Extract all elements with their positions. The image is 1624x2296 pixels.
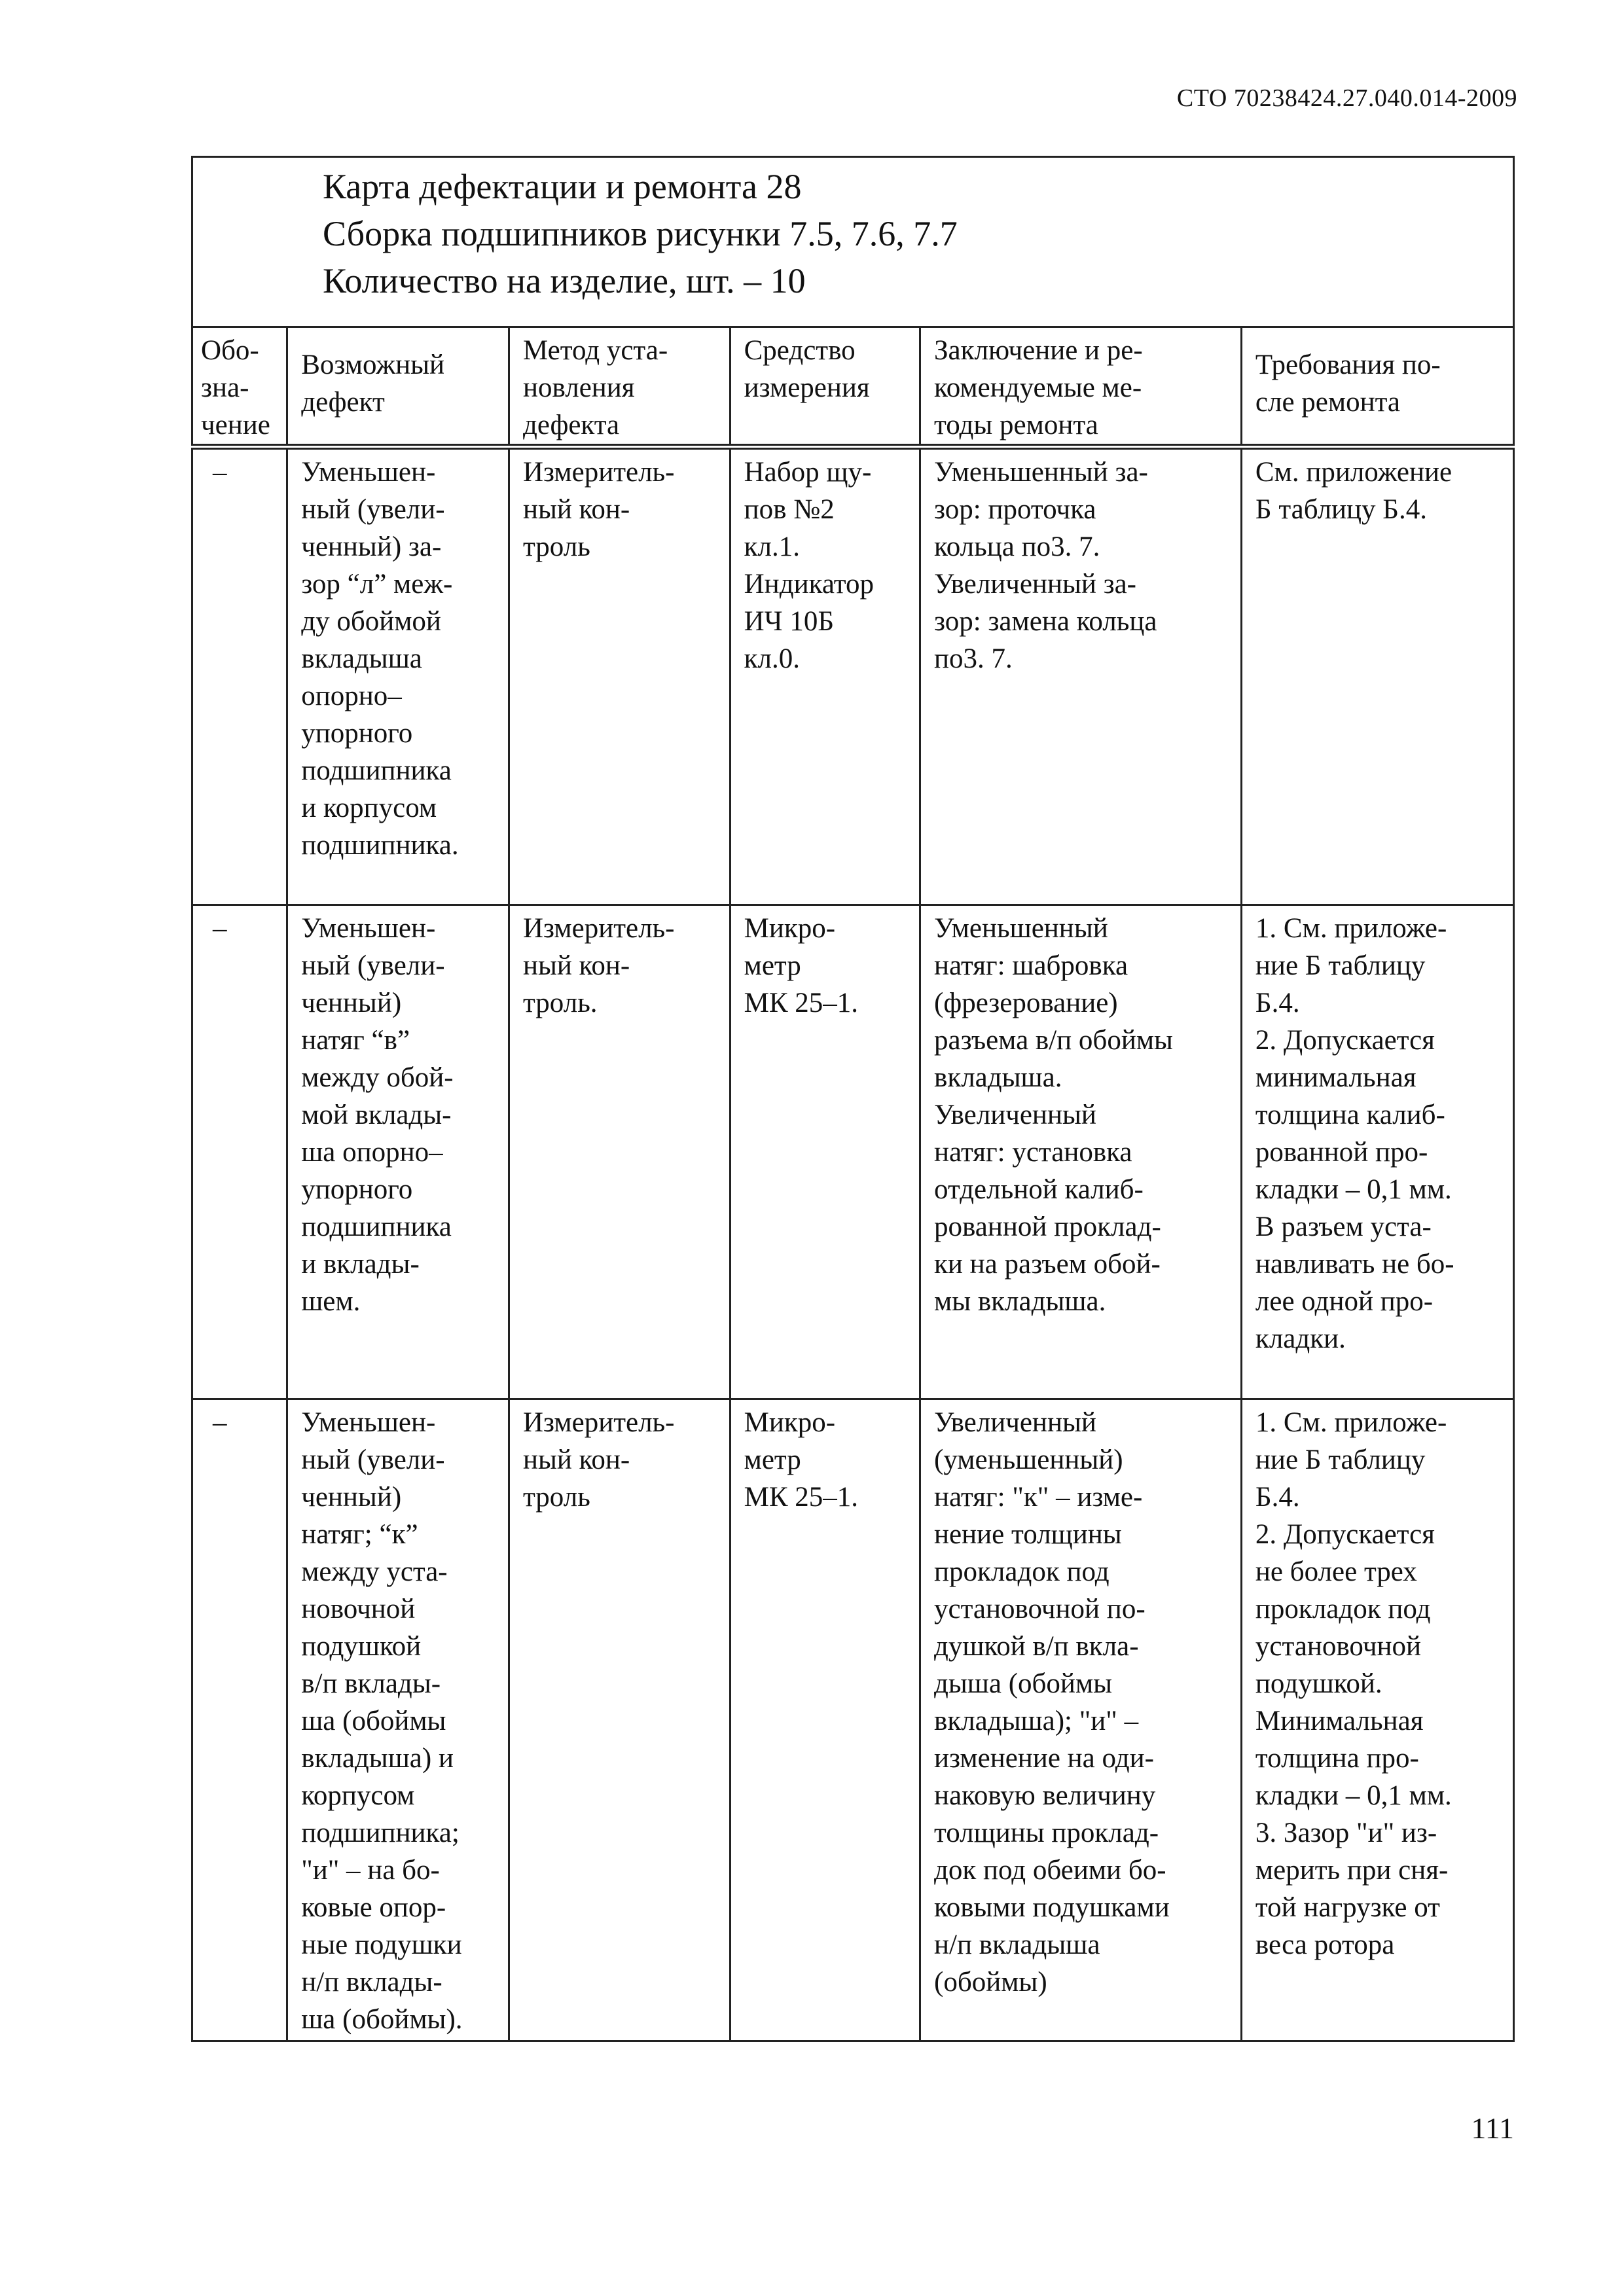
cell-text-line: ша (обоймы (301, 1706, 446, 1736)
cell-text-line: пов №2 (744, 494, 835, 525)
cell-text-line: Измеритель- (522, 913, 675, 944)
col-header-conclusion (920, 327, 1242, 447)
cell-text-line: кл.1. (744, 531, 800, 562)
cell-text-line: зор “л” меж- (301, 569, 453, 600)
cell-text-line: душкой в/п вкла- (934, 1631, 1139, 1662)
cell-text-line: ки на разъем обой- (934, 1249, 1161, 1280)
cell-text-line: – (213, 1407, 227, 1438)
cell-text-line: дефект (301, 387, 385, 418)
cell-text-line: подшипника (301, 755, 452, 786)
cell-text-line: Средство (744, 335, 856, 366)
cell-text-line: минимальная (1255, 1062, 1416, 1093)
cell-text-line: ша опорно– (301, 1137, 443, 1168)
table-row (192, 905, 1514, 1399)
cell-defect (287, 905, 509, 1399)
cell-text-line: новления (522, 372, 635, 403)
cell-conclusion (920, 447, 1242, 905)
cell-text-line: Обо- (201, 335, 259, 366)
cell-text-line: Уменьшен- (301, 913, 436, 944)
cell-text-line: прокладок под (1255, 1594, 1431, 1624)
table-row (192, 1399, 1514, 2041)
cell-text-line: измерения (744, 372, 870, 403)
cell-text-line: рованной проклад- (934, 1211, 1161, 1242)
cell-text-line: и корпусом (301, 793, 437, 823)
cell-text-line: Набор щу- (744, 457, 872, 488)
cell-text-line: навливать не бо- (1255, 1249, 1454, 1280)
cell-text-line: троль. (522, 988, 598, 1018)
cell-text-line: ние Б таблицу (1255, 950, 1426, 981)
cell-text-line: корпусом (301, 1780, 415, 1811)
cell-text-line: См. приложение (1255, 457, 1453, 488)
cell-text-line: Микро- (744, 913, 836, 944)
cell-text-line: мы вкладыша. (934, 1286, 1106, 1317)
cell-text-line: ду обоймой (301, 606, 441, 637)
cell-text-line: МК 25–1. (744, 988, 859, 1018)
cell-text-line: кольца по3. 7. (934, 531, 1100, 562)
cell-text-line: 1. См. приложе- (1255, 1407, 1447, 1438)
cell-text-line: не более трех (1255, 1556, 1417, 1587)
cell-text-line: зор: замена кольца (934, 606, 1157, 637)
cell-text-line: Микро- (744, 1407, 836, 1438)
card-title: Карта дефектации и ремонта 28 (323, 167, 802, 206)
cell-text-line: сле ремонта (1255, 387, 1401, 418)
cell-text-line: той нагрузке от (1255, 1892, 1440, 1923)
card-subtitle-quantity: Количество на изделие, шт. – 10 (323, 261, 806, 300)
cell-text-line: упорного (301, 718, 413, 749)
cell-text-line: кладки – 0,1 мм. (1255, 1174, 1452, 1205)
cell-text-line: зор: проточка (934, 494, 1096, 525)
cell-text-line: Увеличенный (934, 1407, 1096, 1438)
cell-text-line: упорного (301, 1174, 413, 1205)
cell-text-line: вкладыша); "и" – (934, 1706, 1139, 1736)
cell-text-line: ный кон- (522, 1444, 630, 1475)
cell-text-line: (обоймы) (934, 1967, 1047, 1998)
cell-text-line: Индикатор (744, 569, 875, 600)
cell-text-line: установочной по- (934, 1594, 1146, 1624)
cell-text-line: Б таблицу Б.4. (1255, 494, 1427, 525)
cell-text-line: чение (201, 410, 270, 440)
cell-text-line: Заключение и ре- (934, 335, 1143, 366)
cell-text-line: кл.0. (744, 643, 800, 674)
cell-text-line: рованной про- (1255, 1137, 1428, 1168)
cell-text-line: – (213, 457, 227, 488)
cell-designation (192, 447, 287, 905)
cell-text-line: н/п вкладыша (934, 1929, 1100, 1960)
cell-text-line: док под обеими бо- (934, 1855, 1166, 1886)
cell-text-line: Увеличенный за- (934, 569, 1136, 600)
cell-text-line: ние Б таблицу (1255, 1444, 1426, 1475)
cell-text-line: метр (744, 950, 801, 981)
cell-text-line: шем. (301, 1286, 361, 1317)
cell-requirements (1241, 447, 1513, 905)
cell-text-line: ченный) (301, 988, 402, 1018)
page-number: 111 (1471, 2111, 1514, 2145)
cell-conclusion (920, 1399, 1242, 2041)
cell-text-line: разъема в/п обоймы (934, 1025, 1173, 1056)
cell-text-line: 2. Допускается (1255, 1025, 1435, 1056)
cell-text-line: Уменьшенный (934, 913, 1108, 944)
cell-text-line: комендуемые ме- (934, 372, 1142, 403)
cell-text-line: подшипника; (301, 1818, 460, 1848)
cell-text-line: натяг; “к” (301, 1519, 418, 1550)
cell-text-line: троль (522, 1482, 590, 1513)
cell-method (509, 905, 730, 1399)
cell-text-line: между уста- (301, 1556, 448, 1587)
cell-text-line: мерить при сня- (1255, 1855, 1449, 1886)
cell-text-line: лее одной про- (1255, 1286, 1434, 1317)
cell-text-line: н/п вклады- (301, 1967, 442, 1998)
col-header-method (509, 327, 730, 447)
table-row (192, 447, 1514, 905)
cell-text-line: 2. Допускается (1255, 1519, 1435, 1550)
cell-text-line: Уменьшенный за- (934, 457, 1148, 488)
cell-text-line: подшипника. (301, 830, 459, 861)
cell-text-line: В разъем уста- (1255, 1211, 1432, 1242)
cell-text-line: вкладыша) и (301, 1743, 454, 1774)
cell-designation (192, 905, 287, 1399)
cell-instrument (730, 905, 920, 1399)
cell-text-line: Измеритель- (522, 1407, 675, 1438)
cell-text-line: и вклады- (301, 1249, 420, 1280)
cell-text-line: мой вклады- (301, 1100, 452, 1130)
cell-text-line: опорно– (301, 681, 402, 711)
cell-text-line: дефекта (522, 410, 620, 440)
cell-method (509, 447, 730, 905)
cell-text-line: кладки – 0,1 мм. (1255, 1780, 1452, 1811)
col-header-instrument (730, 327, 920, 447)
card-subtitle-assembly: Сборка подшипников рисунки 7.5, 7.6, 7.7 (323, 214, 958, 253)
cell-text-line: вкладыша. (934, 1062, 1062, 1093)
cell-text-line: натяг “в” (301, 1025, 410, 1056)
cell-text-line: Уменьшен- (301, 1407, 436, 1438)
cell-defect (287, 447, 509, 905)
cell-text-line: 3. Зазор "и" из- (1255, 1818, 1437, 1848)
cell-text-line: толщина калиб- (1255, 1100, 1445, 1130)
cell-text-line: кладки. (1255, 1323, 1346, 1354)
cell-instrument (730, 1399, 920, 2041)
cell-text-line: Б.4. (1255, 988, 1300, 1018)
defect-repair-card (191, 156, 1515, 2042)
cell-text-line: ный кон- (522, 494, 630, 525)
cell-text-line: ный (увели- (301, 1444, 445, 1475)
cell-requirements (1241, 905, 1513, 1399)
card-title-block (191, 156, 1515, 326)
cell-text-line: тоды ремонта (934, 410, 1098, 440)
cell-text-line: Уменьшен- (301, 457, 436, 488)
cell-instrument (730, 447, 920, 905)
cell-text-line: троль (522, 531, 590, 562)
cell-text-line: ные подушки (301, 1929, 462, 1960)
cell-requirements (1241, 1399, 1513, 2041)
cell-text-line: ковыми подушками (934, 1892, 1170, 1923)
cell-text-line: Требования по- (1255, 350, 1441, 380)
cell-text-line: установочной (1255, 1631, 1421, 1662)
standard-code: СТО 70238424.27.040.014-2009 (1176, 84, 1517, 112)
col-header-designation (192, 327, 287, 447)
cell-text-line: натяг: установка (934, 1137, 1132, 1168)
cell-text-line: ный (увели- (301, 950, 445, 981)
cell-text-line: Измеритель- (522, 457, 675, 488)
cell-text-line: нение толщины (934, 1519, 1122, 1550)
cell-text-line: Увеличенный (934, 1100, 1096, 1130)
cell-text-line: по3. 7. (934, 643, 1013, 674)
cell-text-line: ковые опор- (301, 1892, 446, 1923)
defect-table (191, 326, 1515, 2042)
cell-text-line: Метод уста- (522, 335, 668, 366)
cell-text-line: Возможный (301, 350, 445, 380)
cell-text-line: натяг: шабровка (934, 950, 1128, 981)
cell-text-line: (уменьшенный) (934, 1444, 1123, 1475)
cell-text-line: наковую величину (934, 1780, 1156, 1811)
cell-text-line: толщина про- (1255, 1743, 1419, 1774)
cell-text-line: ченный) за- (301, 531, 442, 562)
cell-text-line: 1. См. приложе- (1255, 913, 1447, 944)
cell-conclusion (920, 905, 1242, 1399)
cell-text-line: между обой- (301, 1062, 454, 1093)
cell-text-line: зна- (201, 372, 249, 403)
cell-text-line: отдельной калиб- (934, 1174, 1144, 1205)
cell-text-line: дыша (обоймы (934, 1668, 1113, 1699)
cell-text-line: Б.4. (1255, 1482, 1300, 1513)
cell-text-line: вкладыша (301, 643, 422, 674)
cell-method (509, 1399, 730, 2041)
cell-text-line: ша (обоймы). (301, 2004, 463, 2035)
cell-text-line: подшипника (301, 1211, 452, 1242)
cell-text-line: (фрезерование) (934, 988, 1118, 1018)
cell-text-line: в/п вклады- (301, 1668, 441, 1699)
col-header-defect (287, 327, 509, 447)
cell-text-line: МК 25–1. (744, 1482, 859, 1513)
cell-text-line: Минимальная (1255, 1706, 1424, 1736)
table-header-row (192, 327, 1514, 447)
cell-text-line: толщины проклад- (934, 1818, 1159, 1848)
cell-defect (287, 1399, 509, 2041)
cell-text-line: подушкой. (1255, 1668, 1382, 1699)
cell-text-line: натяг: "к" – изме- (934, 1482, 1143, 1513)
cell-text-line: ченный) (301, 1482, 402, 1513)
cell-text-line: веса ротора (1255, 1929, 1395, 1960)
cell-text-line: – (213, 913, 227, 944)
cell-text-line: подушкой (301, 1631, 422, 1662)
cell-text-line: ИЧ 10Б (744, 606, 835, 637)
cell-text-line: ный (увели- (301, 494, 445, 525)
cell-text-line: "и" – на бо- (301, 1855, 440, 1886)
cell-text-line: метр (744, 1444, 801, 1475)
col-header-requirements (1241, 327, 1513, 447)
cell-text-line: изменение на оди- (934, 1743, 1154, 1774)
cell-text-line: ный кон- (522, 950, 630, 981)
cell-text-line: прокладок под (934, 1556, 1110, 1587)
cell-text-line: новочной (301, 1594, 416, 1624)
cell-designation (192, 1399, 287, 2041)
